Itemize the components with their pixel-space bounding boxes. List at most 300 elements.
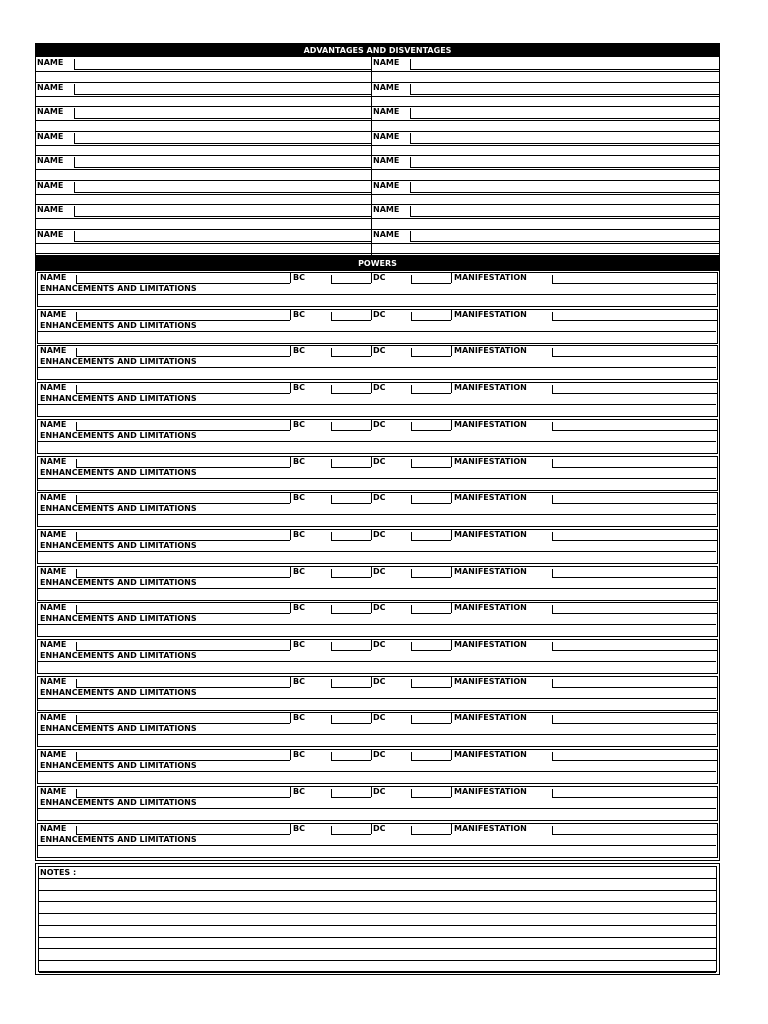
power-bc-divider bbox=[290, 346, 291, 356]
advantage-row-rule bbox=[372, 169, 719, 170]
notes-line[interactable] bbox=[39, 890, 716, 891]
power-enhancements-label: ENHANCEMENTS AND LIMITATIONS bbox=[40, 468, 197, 477]
power-dc-label: DC bbox=[373, 273, 386, 282]
power-bc-label: BC bbox=[293, 787, 305, 796]
power-enhancements-label: ENHANCEMENTS AND LIMITATIONS bbox=[40, 321, 197, 330]
power-name-label: NAME bbox=[40, 420, 67, 429]
notes-line[interactable] bbox=[39, 901, 716, 902]
power-bc-tick bbox=[331, 348, 332, 356]
power-bc-tick bbox=[331, 532, 332, 540]
advantage-name-label: NAME bbox=[373, 132, 400, 141]
power-enhancements-field[interactable] bbox=[37, 698, 716, 699]
power-manifestation-divider bbox=[451, 310, 452, 320]
notes-line[interactable] bbox=[39, 960, 716, 961]
power-manifestation-label: MANIFESTATION bbox=[454, 530, 527, 539]
notes-line[interactable] bbox=[39, 913, 716, 914]
power-dc-divider bbox=[371, 420, 372, 430]
power-dc-label: DC bbox=[373, 713, 386, 722]
power-manifestation-divider bbox=[451, 640, 452, 650]
notes-section bbox=[35, 863, 720, 975]
advantage-name-tick bbox=[74, 133, 75, 143]
power-name-label: NAME bbox=[40, 750, 67, 759]
power-bc-divider bbox=[290, 677, 291, 687]
power-dc-label: DC bbox=[373, 787, 386, 796]
power-dc-field[interactable] bbox=[411, 613, 451, 614]
power-dc-field[interactable] bbox=[411, 356, 451, 357]
advantage-row-rule bbox=[36, 71, 371, 72]
power-bc-divider bbox=[290, 750, 291, 760]
power-manifestation-field[interactable] bbox=[552, 430, 717, 431]
power-bc-divider bbox=[290, 640, 291, 650]
power-bc-tick bbox=[331, 459, 332, 467]
power-enhancements-field[interactable] bbox=[37, 478, 716, 479]
power-bc-field[interactable] bbox=[331, 760, 371, 761]
advantage-name-field[interactable] bbox=[410, 94, 719, 95]
power-dc-divider bbox=[371, 640, 372, 650]
advantage-name-field[interactable] bbox=[410, 167, 719, 168]
advantage-row-rule bbox=[372, 145, 719, 146]
power-manifestation-tick bbox=[552, 605, 553, 613]
power-dc-tick bbox=[411, 275, 412, 283]
power-bc-field[interactable] bbox=[331, 577, 371, 578]
notes-line[interactable] bbox=[39, 972, 716, 973]
advantage-name-tick bbox=[74, 59, 75, 69]
power-manifestation-label: MANIFESTATION bbox=[454, 824, 527, 833]
power-bc-divider bbox=[290, 493, 291, 503]
notes-line[interactable] bbox=[39, 878, 716, 879]
power-manifestation-field[interactable] bbox=[552, 650, 717, 651]
power-dc-field[interactable] bbox=[411, 540, 451, 541]
power-dc-field[interactable] bbox=[411, 687, 451, 688]
power-manifestation-tick bbox=[552, 459, 553, 467]
advantage-name-label: NAME bbox=[373, 83, 400, 92]
power-dc-field[interactable] bbox=[411, 760, 451, 761]
power-manifestation-field[interactable] bbox=[552, 760, 717, 761]
power-dc-tick bbox=[411, 495, 412, 503]
advantage-name-label: NAME bbox=[37, 181, 64, 190]
advantage-name-label: NAME bbox=[37, 107, 64, 116]
power-manifestation-divider bbox=[451, 383, 452, 393]
power-manifestation-divider bbox=[451, 493, 452, 503]
power-enhancements-field[interactable] bbox=[37, 367, 716, 368]
power-manifestation-field[interactable] bbox=[552, 540, 717, 541]
power-bc-tick bbox=[331, 826, 332, 834]
power-manifestation-divider bbox=[451, 346, 452, 356]
power-dc-field[interactable] bbox=[411, 503, 451, 504]
advantage-name-field[interactable] bbox=[74, 143, 371, 144]
power-enhancements-label: ENHANCEMENTS AND LIMITATIONS bbox=[40, 284, 197, 293]
power-name-tick bbox=[76, 752, 77, 760]
power-manifestation-tick bbox=[552, 752, 553, 760]
advantage-row-separator bbox=[36, 253, 719, 254]
power-dc-field[interactable] bbox=[411, 467, 451, 468]
power-bc-tick bbox=[331, 642, 332, 650]
power-bc-field[interactable] bbox=[331, 283, 371, 284]
advantage-name-tick bbox=[74, 108, 75, 118]
power-manifestation-field[interactable] bbox=[552, 834, 717, 835]
power-bc-divider bbox=[290, 420, 291, 430]
power-dc-label: DC bbox=[373, 677, 386, 686]
power-name-tick bbox=[76, 422, 77, 430]
advantage-name-field[interactable] bbox=[410, 143, 719, 144]
power-manifestation-divider bbox=[451, 420, 452, 430]
power-enhancements-field[interactable] bbox=[37, 808, 716, 809]
power-manifestation-divider bbox=[451, 824, 452, 834]
power-dc-label: DC bbox=[373, 530, 386, 539]
advantage-name-field[interactable] bbox=[74, 167, 371, 168]
power-bc-field[interactable] bbox=[331, 320, 371, 321]
notes-line[interactable] bbox=[39, 948, 716, 949]
power-manifestation-field[interactable] bbox=[552, 723, 717, 724]
power-manifestation-label: MANIFESTATION bbox=[454, 346, 527, 355]
power-bc-label: BC bbox=[293, 420, 305, 429]
power-dc-field[interactable] bbox=[411, 834, 451, 835]
power-dc-label: DC bbox=[373, 420, 386, 429]
advantage-name-tick bbox=[410, 84, 411, 94]
advantage-row-rule bbox=[36, 96, 371, 97]
power-manifestation-divider bbox=[451, 750, 452, 760]
power-bc-divider bbox=[290, 787, 291, 797]
power-manifestation-tick bbox=[552, 275, 553, 283]
advantage-name-label: NAME bbox=[373, 230, 400, 239]
advantage-row-rule bbox=[372, 120, 719, 121]
power-bc-tick bbox=[331, 312, 332, 320]
power-enhancements-label: ENHANCEMENTS AND LIMITATIONS bbox=[40, 798, 197, 807]
advantage-row-rule bbox=[36, 120, 371, 121]
power-manifestation-field[interactable] bbox=[552, 393, 717, 394]
power-manifestation-field[interactable] bbox=[552, 687, 717, 688]
power-dc-tick bbox=[411, 312, 412, 320]
power-bc-tick bbox=[331, 605, 332, 613]
power-dc-tick bbox=[411, 826, 412, 834]
power-manifestation-field[interactable] bbox=[552, 467, 717, 468]
power-name-tick bbox=[76, 459, 77, 467]
advantage-name-label: NAME bbox=[373, 181, 400, 190]
power-dc-tick bbox=[411, 569, 412, 577]
advantage-row-rule bbox=[372, 194, 719, 195]
power-bc-field[interactable] bbox=[331, 393, 371, 394]
power-bc-label: BC bbox=[293, 603, 305, 612]
power-dc-field[interactable] bbox=[411, 577, 451, 578]
advantage-name-label: NAME bbox=[37, 132, 64, 141]
power-enhancements-label: ENHANCEMENTS AND LIMITATIONS bbox=[40, 394, 197, 403]
notes-label: NOTES : bbox=[40, 868, 77, 877]
power-manifestation-tick bbox=[552, 385, 553, 393]
power-manifestation-label: MANIFESTATION bbox=[454, 493, 527, 502]
power-bc-divider bbox=[290, 310, 291, 320]
power-dc-divider bbox=[371, 273, 372, 283]
power-manifestation-field[interactable] bbox=[552, 320, 717, 321]
power-bc-label: BC bbox=[293, 530, 305, 539]
advantage-name-field[interactable] bbox=[74, 241, 371, 242]
power-manifestation-divider bbox=[451, 713, 452, 723]
power-dc-tick bbox=[411, 459, 412, 467]
advantage-name-tick bbox=[74, 231, 75, 241]
power-dc-tick bbox=[411, 642, 412, 650]
power-name-label: NAME bbox=[40, 383, 67, 392]
power-dc-field[interactable] bbox=[411, 723, 451, 724]
power-manifestation-field[interactable] bbox=[552, 356, 717, 357]
advantage-row-rule bbox=[36, 194, 371, 195]
power-bc-field[interactable] bbox=[331, 430, 371, 431]
power-bc-divider bbox=[290, 273, 291, 283]
power-bc-tick bbox=[331, 789, 332, 797]
power-manifestation-field[interactable] bbox=[552, 577, 717, 578]
power-dc-label: DC bbox=[373, 640, 386, 649]
power-enhancements-label: ENHANCEMENTS AND LIMITATIONS bbox=[40, 357, 197, 366]
power-name-tick bbox=[76, 348, 77, 356]
power-manifestation-tick bbox=[552, 789, 553, 797]
power-dc-field[interactable] bbox=[411, 393, 451, 394]
power-bc-field[interactable] bbox=[331, 797, 371, 798]
advantage-name-field[interactable] bbox=[74, 216, 371, 217]
advantage-name-field[interactable] bbox=[74, 192, 371, 193]
powers-section bbox=[35, 256, 720, 861]
power-enhancements-label: ENHANCEMENTS AND LIMITATIONS bbox=[40, 614, 197, 623]
power-bc-divider bbox=[290, 457, 291, 467]
advantages-column-divider bbox=[371, 57, 372, 255]
power-dc-label: DC bbox=[373, 750, 386, 759]
power-name-tick bbox=[76, 312, 77, 320]
power-name-tick bbox=[76, 789, 77, 797]
power-manifestation-divider bbox=[451, 677, 452, 687]
power-name-tick bbox=[76, 826, 77, 834]
power-name-tick bbox=[76, 679, 77, 687]
power-enhancements-field[interactable] bbox=[37, 588, 716, 589]
power-bc-tick bbox=[331, 422, 332, 430]
power-manifestation-field[interactable] bbox=[552, 613, 717, 614]
power-enhancements-label: ENHANCEMENTS AND LIMITATIONS bbox=[40, 651, 197, 660]
power-dc-tick bbox=[411, 605, 412, 613]
power-dc-label: DC bbox=[373, 457, 386, 466]
power-name-tick bbox=[76, 532, 77, 540]
power-bc-tick bbox=[331, 275, 332, 283]
power-name-tick bbox=[76, 385, 77, 393]
power-bc-label: BC bbox=[293, 567, 305, 576]
power-manifestation-divider bbox=[451, 457, 452, 467]
power-enhancements-label: ENHANCEMENTS AND LIMITATIONS bbox=[40, 761, 197, 770]
power-name-label: NAME bbox=[40, 457, 67, 466]
power-name-tick bbox=[76, 605, 77, 613]
advantage-name-tick bbox=[410, 108, 411, 118]
advantage-name-tick bbox=[410, 133, 411, 143]
power-manifestation-field[interactable] bbox=[552, 503, 717, 504]
power-name-label: NAME bbox=[40, 493, 67, 502]
advantage-name-label: NAME bbox=[373, 205, 400, 214]
advantage-name-field[interactable] bbox=[410, 69, 719, 70]
power-name-tick bbox=[76, 642, 77, 650]
power-enhancements-field[interactable] bbox=[37, 845, 716, 846]
power-manifestation-tick bbox=[552, 495, 553, 503]
power-name-tick bbox=[76, 715, 77, 723]
advantage-name-tick bbox=[74, 157, 75, 167]
power-name-label: NAME bbox=[40, 824, 67, 833]
power-bc-field[interactable] bbox=[331, 467, 371, 468]
power-bc-field[interactable] bbox=[331, 356, 371, 357]
advantage-name-label: NAME bbox=[37, 58, 64, 67]
advantage-name-field[interactable] bbox=[74, 69, 371, 70]
power-dc-field[interactable] bbox=[411, 320, 451, 321]
power-enhancements-field[interactable] bbox=[37, 294, 716, 295]
power-dc-label: DC bbox=[373, 346, 386, 355]
power-dc-tick bbox=[411, 532, 412, 540]
power-dc-tick bbox=[411, 789, 412, 797]
advantage-name-tick bbox=[410, 59, 411, 69]
power-bc-tick bbox=[331, 569, 332, 577]
power-dc-label: DC bbox=[373, 310, 386, 319]
power-enhancements-field[interactable] bbox=[37, 331, 716, 332]
power-manifestation-divider bbox=[451, 273, 452, 283]
advantage-name-label: NAME bbox=[373, 58, 400, 67]
advantage-name-tick bbox=[410, 231, 411, 241]
power-dc-tick bbox=[411, 752, 412, 760]
power-bc-label: BC bbox=[293, 750, 305, 759]
power-enhancements-field[interactable] bbox=[37, 404, 716, 405]
power-manifestation-divider bbox=[451, 603, 452, 613]
power-manifestation-label: MANIFESTATION bbox=[454, 603, 527, 612]
advantage-row-rule bbox=[36, 145, 371, 146]
power-dc-divider bbox=[371, 603, 372, 613]
power-bc-label: BC bbox=[293, 383, 305, 392]
advantage-name-tick bbox=[74, 84, 75, 94]
power-bc-tick bbox=[331, 679, 332, 687]
power-dc-label: DC bbox=[373, 603, 386, 612]
advantage-name-field[interactable] bbox=[410, 118, 719, 119]
power-dc-divider bbox=[371, 677, 372, 687]
power-manifestation-label: MANIFESTATION bbox=[454, 750, 527, 759]
power-enhancements-field[interactable] bbox=[37, 661, 716, 662]
power-manifestation-tick bbox=[552, 312, 553, 320]
power-dc-field[interactable] bbox=[411, 650, 451, 651]
power-bc-label: BC bbox=[293, 346, 305, 355]
advantage-row-rule bbox=[372, 71, 719, 72]
power-bc-field[interactable] bbox=[331, 650, 371, 651]
power-bc-label: BC bbox=[293, 273, 305, 282]
power-manifestation-tick bbox=[552, 348, 553, 356]
power-dc-tick bbox=[411, 715, 412, 723]
power-enhancements-label: ENHANCEMENTS AND LIMITATIONS bbox=[40, 578, 197, 587]
advantage-row-rule bbox=[36, 243, 371, 244]
power-dc-field[interactable] bbox=[411, 797, 451, 798]
advantages-section bbox=[35, 43, 720, 256]
power-dc-divider bbox=[371, 824, 372, 834]
power-bc-label: BC bbox=[293, 713, 305, 722]
power-dc-label: DC bbox=[373, 383, 386, 392]
power-manifestation-tick bbox=[552, 826, 553, 834]
advantage-name-field[interactable] bbox=[410, 192, 719, 193]
power-manifestation-field[interactable] bbox=[552, 283, 717, 284]
power-enhancements-label: ENHANCEMENTS AND LIMITATIONS bbox=[40, 504, 197, 513]
notes-line[interactable] bbox=[39, 925, 716, 926]
advantage-name-label: NAME bbox=[373, 156, 400, 165]
power-name-label: NAME bbox=[40, 713, 67, 722]
advantages-header: ADVANTAGES AND DISVENTAGES bbox=[36, 44, 719, 57]
power-name-label: NAME bbox=[40, 603, 67, 612]
power-bc-divider bbox=[290, 713, 291, 723]
power-enhancements-label: ENHANCEMENTS AND LIMITATIONS bbox=[40, 541, 197, 550]
advantage-name-tick bbox=[74, 182, 75, 192]
power-bc-tick bbox=[331, 752, 332, 760]
powers-header: POWERS bbox=[36, 257, 719, 271]
advantage-name-tick bbox=[74, 206, 75, 216]
power-name-label: NAME bbox=[40, 640, 67, 649]
power-dc-divider bbox=[371, 787, 372, 797]
power-bc-field[interactable] bbox=[331, 834, 371, 835]
power-manifestation-tick bbox=[552, 569, 553, 577]
power-bc-field[interactable] bbox=[331, 540, 371, 541]
power-name-label: NAME bbox=[40, 346, 67, 355]
power-enhancements-field[interactable] bbox=[37, 441, 716, 442]
power-bc-field[interactable] bbox=[331, 723, 371, 724]
advantage-row-rule bbox=[372, 218, 719, 219]
power-name-label: NAME bbox=[40, 567, 67, 576]
power-manifestation-divider bbox=[451, 530, 452, 540]
power-name-label: NAME bbox=[40, 787, 67, 796]
advantage-row-rule bbox=[372, 96, 719, 97]
power-bc-label: BC bbox=[293, 640, 305, 649]
power-dc-label: DC bbox=[373, 824, 386, 833]
power-name-tick bbox=[76, 569, 77, 577]
power-bc-label: BC bbox=[293, 493, 305, 502]
power-dc-field[interactable] bbox=[411, 283, 451, 284]
power-enhancements-field[interactable] bbox=[37, 771, 716, 772]
power-manifestation-tick bbox=[552, 422, 553, 430]
advantage-name-tick bbox=[410, 206, 411, 216]
power-dc-field[interactable] bbox=[411, 430, 451, 431]
notes-line[interactable] bbox=[39, 937, 716, 938]
advantage-name-tick bbox=[410, 182, 411, 192]
power-enhancements-field[interactable] bbox=[37, 551, 716, 552]
power-bc-field[interactable] bbox=[331, 687, 371, 688]
power-manifestation-label: MANIFESTATION bbox=[454, 457, 527, 466]
power-dc-divider bbox=[371, 346, 372, 356]
power-dc-label: DC bbox=[373, 567, 386, 576]
power-manifestation-field[interactable] bbox=[552, 797, 717, 798]
notes-inner-frame bbox=[38, 866, 717, 972]
power-bc-divider bbox=[290, 603, 291, 613]
power-dc-tick bbox=[411, 679, 412, 687]
power-manifestation-label: MANIFESTATION bbox=[454, 787, 527, 796]
power-bc-field[interactable] bbox=[331, 613, 371, 614]
power-bc-tick bbox=[331, 385, 332, 393]
power-manifestation-divider bbox=[451, 787, 452, 797]
power-dc-divider bbox=[371, 530, 372, 540]
power-manifestation-label: MANIFESTATION bbox=[454, 567, 527, 576]
power-manifestation-label: MANIFESTATION bbox=[454, 713, 527, 722]
advantage-name-field[interactable] bbox=[410, 241, 719, 242]
power-enhancements-field[interactable] bbox=[37, 624, 716, 625]
power-bc-field[interactable] bbox=[331, 503, 371, 504]
power-enhancements-label: ENHANCEMENTS AND LIMITATIONS bbox=[40, 688, 197, 697]
power-bc-label: BC bbox=[293, 457, 305, 466]
power-dc-label: DC bbox=[373, 493, 386, 502]
power-dc-tick bbox=[411, 348, 412, 356]
power-dc-divider bbox=[371, 383, 372, 393]
advantage-name-field[interactable] bbox=[410, 216, 719, 217]
advantage-name-tick bbox=[410, 157, 411, 167]
advantage-name-field[interactable] bbox=[74, 118, 371, 119]
advantage-name-field[interactable] bbox=[74, 94, 371, 95]
power-dc-divider bbox=[371, 713, 372, 723]
advantage-name-label: NAME bbox=[373, 107, 400, 116]
power-bc-divider bbox=[290, 383, 291, 393]
power-enhancements-field[interactable] bbox=[37, 514, 716, 515]
power-bc-divider bbox=[290, 567, 291, 577]
power-dc-divider bbox=[371, 457, 372, 467]
power-name-tick bbox=[76, 275, 77, 283]
power-enhancements-label: ENHANCEMENTS AND LIMITATIONS bbox=[40, 431, 197, 440]
power-enhancements-field[interactable] bbox=[37, 734, 716, 735]
